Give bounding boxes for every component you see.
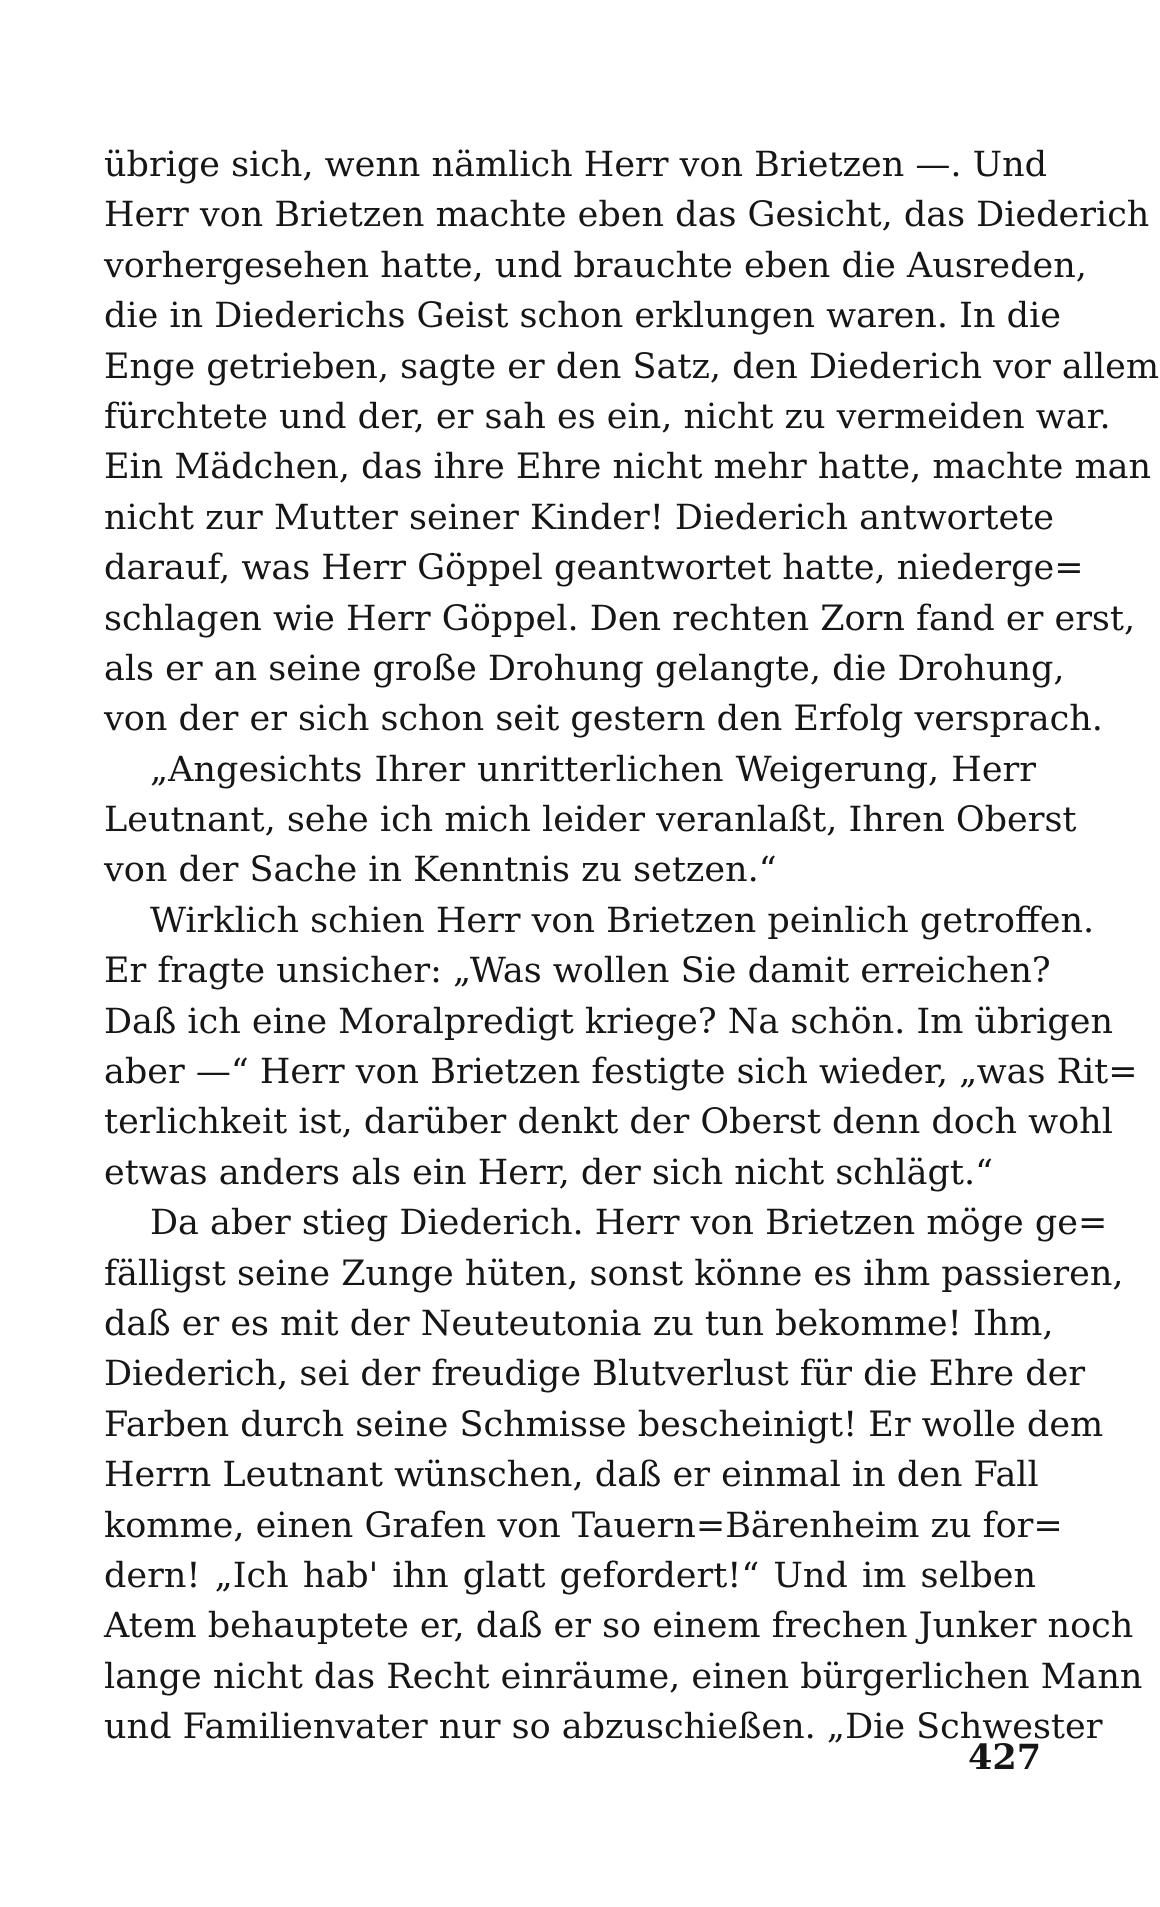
text-line: übrige sich, wenn nämlich Herr von Brietzen —. Und [104,145,1048,185]
text-line: schlagen wie Herr Göppel. Den rechten Zorn fand er erst, [104,598,1136,639]
text-line: dern! „Ich hab' ihn glatt gefordert!“ Und im selben [104,1555,1036,1596]
page-text [104,140,1160,1753]
text-line: Da aber stieg Diederich. Herr von Brietzen möge ge= [150,1203,1108,1244]
text-line: Wirklich schien Herr von Brietzen peinlich getroffen. [150,900,1095,941]
text-line: Leutnant, sehe ich mich leider veranlaßt, Ihren Oberst [104,800,1077,841]
page-number: 427 [968,1737,1042,1778]
text-line: Farben durch seine Schmisse bescheinigt! Er wolle dem [104,1404,1104,1445]
text-line: darauf, was Herr Göppel geantwortet hatte, niederge= [104,548,1084,589]
text-line: fürchtete und der, er sah es ein, nicht zu vermeiden war. [104,396,1111,437]
text-line: etwas anders als ein Herr, der sich nicht schlägt.“ [104,1152,993,1193]
text-line: lange nicht das Recht einräume, einen bürgerlichen Mann [104,1656,1143,1697]
text-line: Daß ich eine Moralpredigt kriege? Na schön. Im übrigen [104,1001,1114,1042]
text-line: komme, einen Grafen von Tauern=Bärenheim zu for= [104,1505,1063,1546]
text-line: Diederich, sei der freudige Blutverlust für die Ehre der [104,1354,1086,1395]
text-line: terlichkeit ist, darüber denkt der Oberst denn doch wohl [104,1102,1113,1143]
text-line: Ein Mädchen, das ihre Ehre nicht mehr hatte, machte man [104,447,1152,488]
text-line: nicht zur Mutter seiner Kinder! Diederich antwortete [104,497,1054,538]
text-line: von der er sich schon seit gestern den Erfolg versprach. [104,699,1103,740]
text-line: und Familienvater nur so abzuschießen. „Die Schwester [104,1707,1103,1748]
text-line: Atem behauptete er, daß er so einem frechen Junker noch [104,1606,1134,1647]
text-line: Enge getrieben, sagte er den Satz, den Diederich vor allem [104,346,1160,387]
text-line: „Angesichts Ihrer unritterlichen Weigerung, Herr [150,749,1036,790]
text-line: Er fragte unsicher: „Was wollen Sie damit erreichen? [104,951,1051,992]
text-line: die in Diederichs Geist schon erklungen waren. In die [104,296,1061,337]
text-line: von der Sache in Kenntnis zu setzen.“ [104,850,777,891]
text-line: als er an seine große Drohung gelangte, die Drohung, [104,648,1065,689]
text-line: Herrn Leutnant wünschen, daß er einmal in den Fall [104,1455,1039,1496]
text-line: aber —“ Herr von Brietzen festigte sich wieder, „was Rit= [104,1052,1138,1093]
text-line: Herr von Brietzen machte eben das Gesicht, das Diederich [104,195,1150,236]
text-line: vorhergesehen hatte, und brauchte eben die Ausreden, [104,245,1087,286]
text-line: daß er es mit der Neuteutonia zu tun bekomme! Ihm, [104,1303,1054,1344]
text-line: fälligst seine Zunge hüten, sonst könne es ihm passieren, [104,1253,1124,1294]
